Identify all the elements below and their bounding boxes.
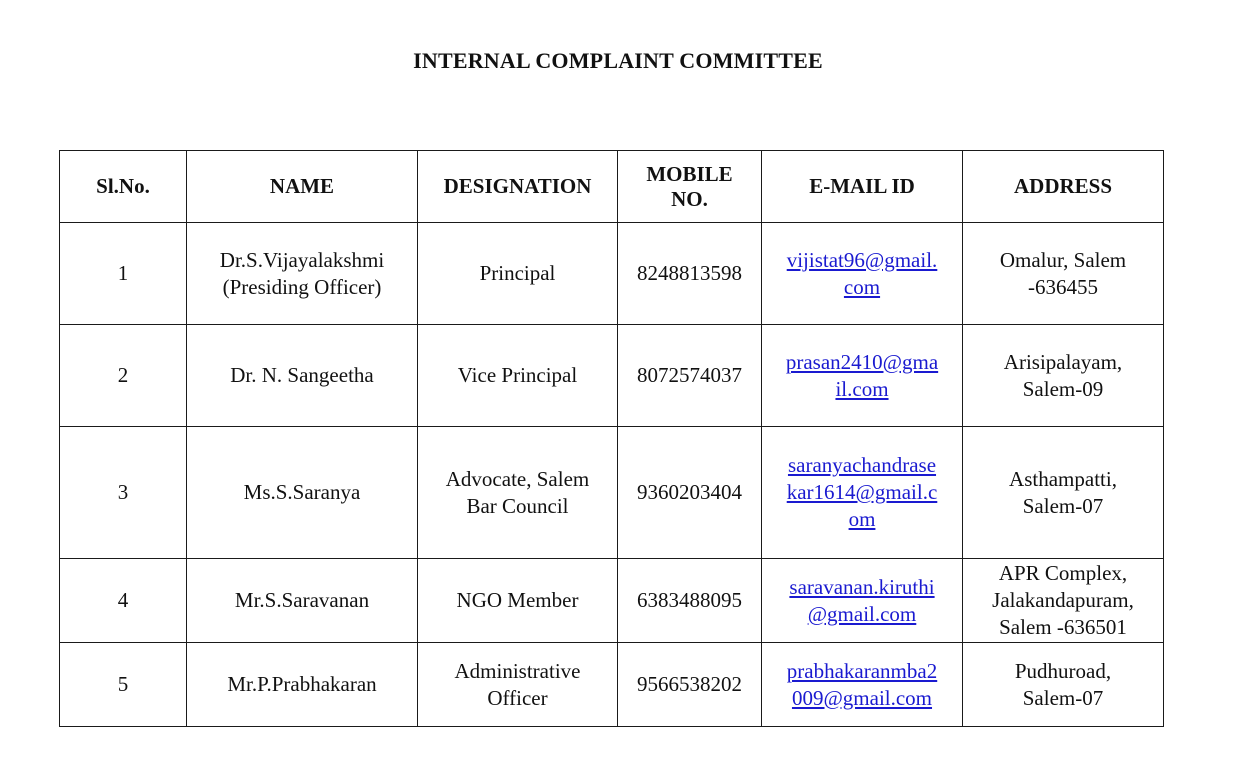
cell-mobile: 6383488095: [618, 559, 762, 643]
email-link[interactable]: 009@gmail.com: [791, 685, 933, 710]
cell-name: [187, 325, 418, 427]
header-row: [60, 151, 1164, 223]
designation-line: Bar Council: [466, 493, 569, 518]
email-link[interactable]: com: [843, 274, 881, 299]
cell-mobile: 9360203404: [618, 427, 762, 559]
name-line: Ms.S.Saranya: [243, 480, 361, 504]
cell-designation: [418, 559, 618, 643]
cell-address: [963, 643, 1164, 727]
cell-designation: [418, 223, 618, 325]
email-link[interactable]: om: [848, 507, 876, 531]
cell-name: [187, 223, 418, 325]
table-row: [60, 325, 1164, 427]
cell-email: [762, 427, 963, 559]
email-link[interactable]: saranyachandrase: [787, 453, 937, 477]
cell-email: [762, 223, 963, 325]
address-line: Asthampatti,: [1009, 466, 1117, 491]
cell-mobile: 8248813598: [618, 223, 762, 325]
address-line: Jalakandapuram,: [992, 588, 1134, 612]
cell-email: [762, 643, 963, 727]
designation-line: NGO Member: [456, 588, 579, 612]
cell-slno: 5: [60, 643, 187, 727]
email-link[interactable]: kar1614@gmail.c: [786, 480, 938, 504]
cell-address: [963, 325, 1164, 427]
email-link[interactable]: saravanan.kiruthi: [789, 574, 935, 599]
email-link[interactable]: prabhakaranmba2: [786, 658, 938, 683]
table-row: [60, 223, 1164, 325]
col-header-address: ADDRESS: [963, 151, 1164, 223]
cell-mobile: 9566538202: [618, 643, 762, 727]
email-link[interactable]: prasan2410@gma: [785, 349, 939, 374]
cell-name: [187, 427, 418, 559]
name-line: Dr. N. Sangeetha: [230, 363, 374, 387]
cell-email: [762, 559, 963, 643]
address-line: Salem-09: [1022, 376, 1104, 401]
name-line: (Presiding Officer): [222, 274, 382, 299]
cell-slno: 2: [60, 325, 187, 427]
cell-designation: [418, 427, 618, 559]
address-line: Salem-07: [1022, 685, 1104, 710]
cell-address: [963, 427, 1164, 559]
email-link[interactable]: @gmail.com: [807, 601, 917, 626]
address-line: Omalur, Salem: [999, 247, 1127, 272]
name-line: Mr.S.Saravanan: [234, 588, 370, 612]
cell-name: [187, 559, 418, 643]
table-row: [60, 559, 1164, 643]
cell-email: [762, 325, 963, 427]
page-title: INTERNAL COMPLAINT COMMITTEE: [413, 48, 823, 73]
designation-line: Principal: [479, 261, 556, 285]
designation-line: Officer: [487, 685, 548, 710]
address-line: Salem-07: [1022, 493, 1104, 518]
address-line: APR Complex,: [998, 561, 1128, 585]
cell-designation: [418, 643, 618, 727]
name-line: Dr.S.Vijayalakshmi: [219, 247, 385, 272]
cell-address: [963, 223, 1164, 325]
cell-mobile: 8072574037: [618, 325, 762, 427]
table-row: [60, 427, 1164, 559]
cell-slno: 3: [60, 427, 187, 559]
cell-slno: 4: [60, 559, 187, 643]
address-line: Salem -636501: [999, 615, 1127, 639]
table-row: [60, 643, 1164, 727]
col-header-name: NAME: [187, 151, 418, 223]
address-line: Pudhuroad,: [1014, 658, 1112, 683]
email-link[interactable]: il.com: [835, 376, 889, 401]
cell-name: [187, 643, 418, 727]
committee-table: [59, 150, 1164, 727]
col-header-mobile: MOBILE NO.: [618, 151, 762, 223]
designation-line: Administrative: [454, 658, 581, 683]
designation-line: Advocate, Salem: [445, 466, 590, 491]
address-line: Arisipalayam,: [1003, 349, 1123, 374]
designation-line: Vice Principal: [457, 363, 578, 387]
col-header-slno: Sl.No.: [60, 151, 187, 223]
address-line: -636455: [1028, 274, 1098, 299]
col-header-email: E-MAIL ID: [762, 151, 963, 223]
col-header-designation: DESIGNATION: [418, 151, 618, 223]
cell-address: [963, 559, 1164, 643]
email-link[interactable]: vijistat96@gmail.: [786, 247, 938, 272]
name-line: Mr.P.Prabhakaran: [227, 672, 377, 696]
cell-slno: 1: [60, 223, 187, 325]
cell-designation: [418, 325, 618, 427]
